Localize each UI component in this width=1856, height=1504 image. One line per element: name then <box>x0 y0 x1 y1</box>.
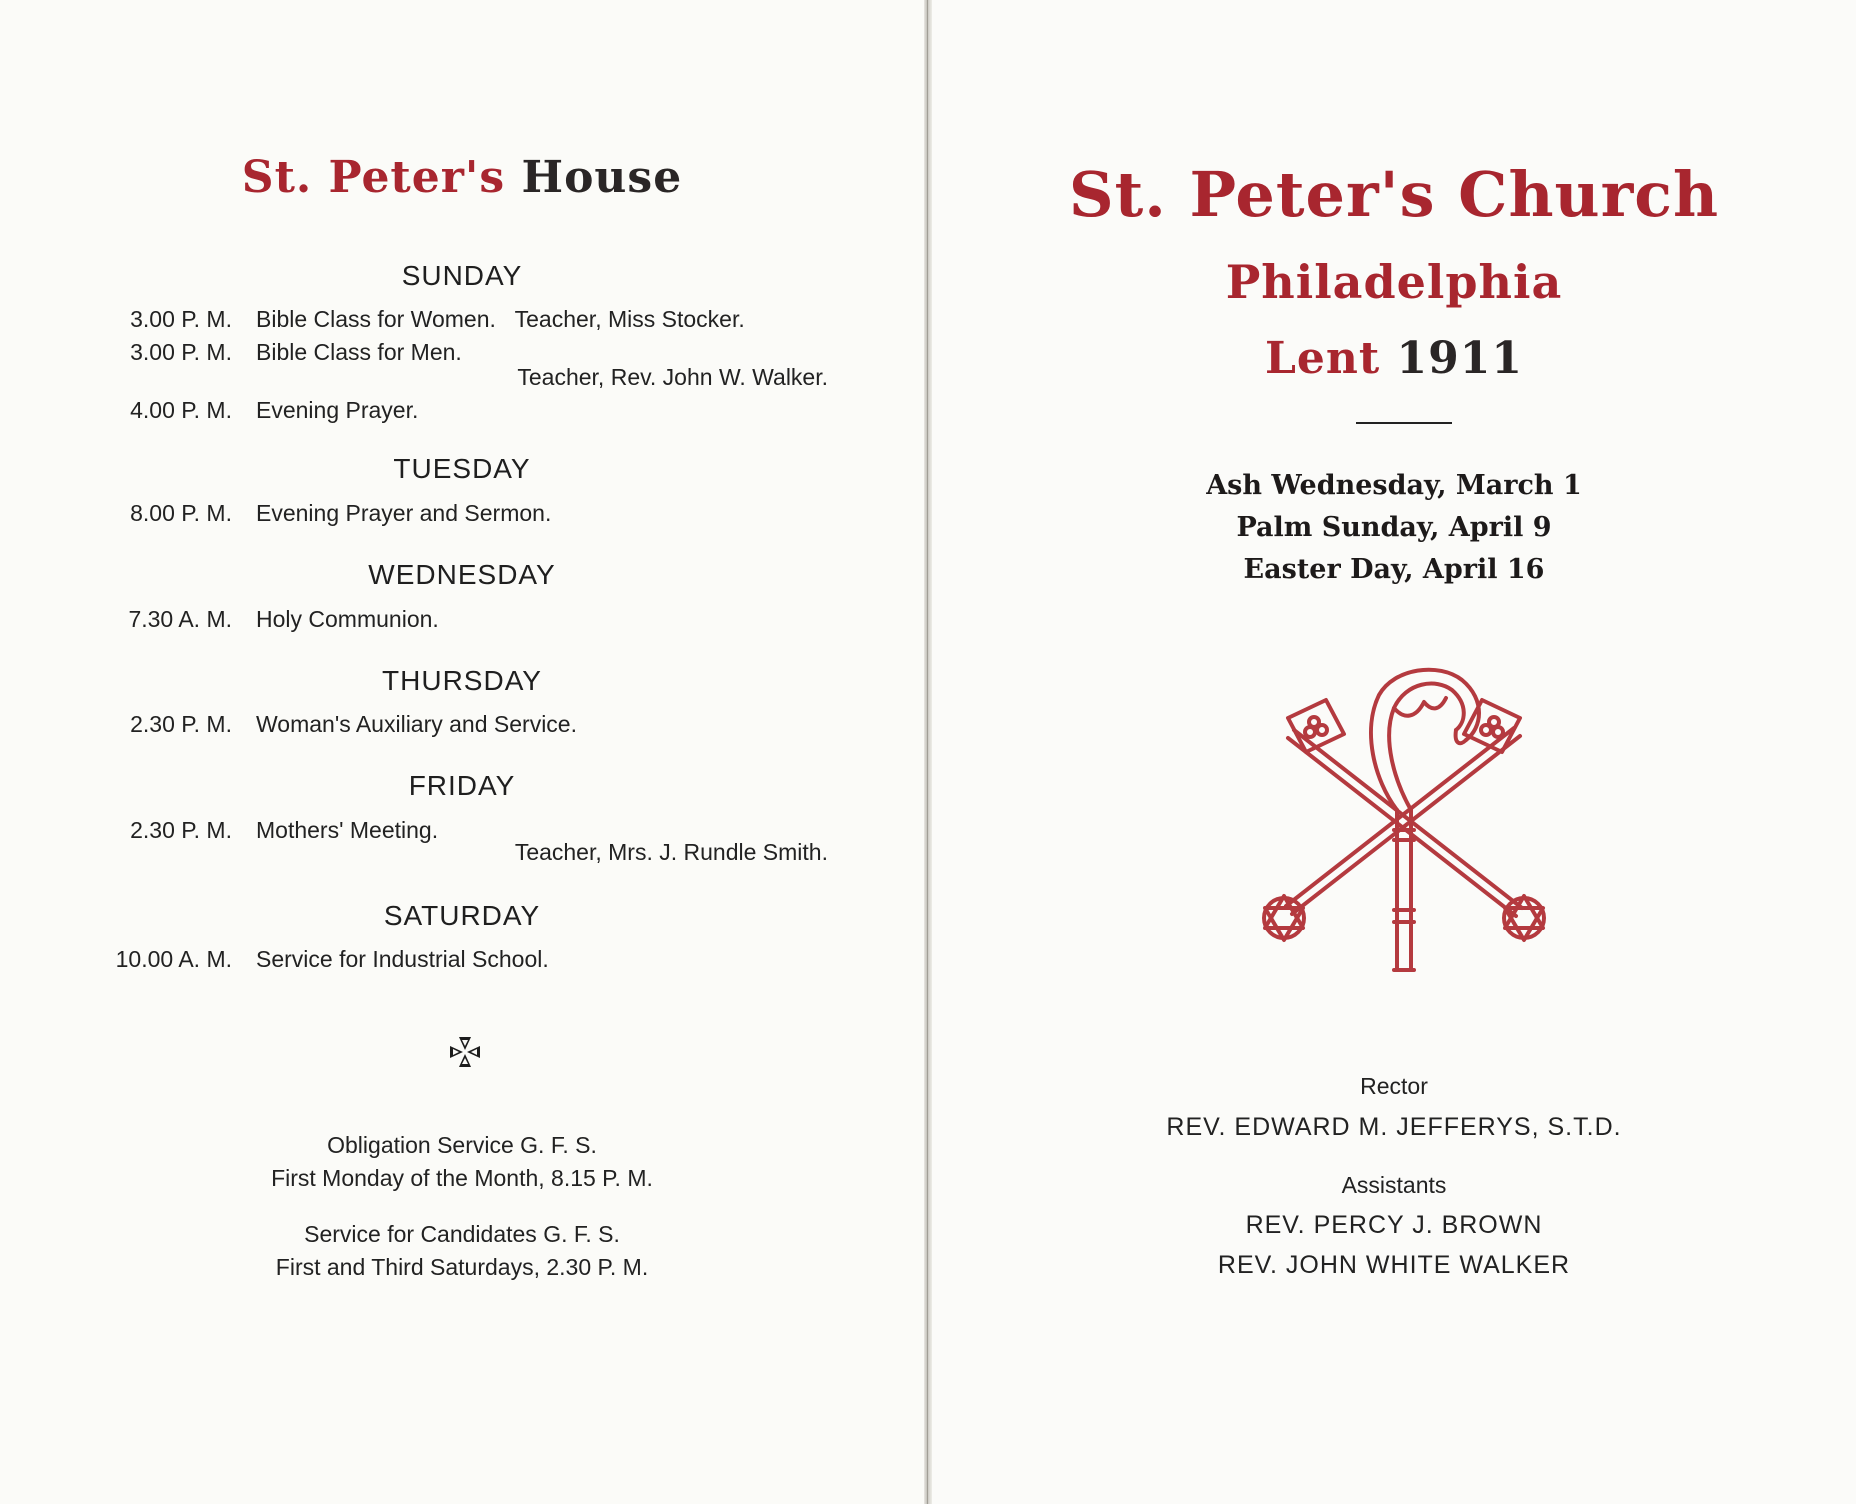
entry-description: Mothers' Meeting. <box>256 817 439 843</box>
entry-time: 3.00 P. M. <box>130 339 232 365</box>
key-dates <box>932 465 1856 591</box>
city-name: Philadelphia <box>1225 255 1563 309</box>
notice-candidates-service <box>0 1218 924 1284</box>
entry-description: Service for Industrial School. <box>256 946 549 972</box>
entry-time: 7.30 A. M. <box>128 606 232 632</box>
church-title-church: Church <box>1458 158 1720 231</box>
church-title-st: St. <box>1068 158 1167 231</box>
entry-description: Woman's Auxiliary and Service. <box>256 711 577 737</box>
date-easter-day: Easter Day, April 16 <box>1243 554 1545 585</box>
entry-time: 4.00 P. M. <box>130 397 232 423</box>
notice-title: Obligation Service G. F. S. <box>327 1132 597 1158</box>
entry-description: Bible Class for Men. <box>256 339 462 365</box>
entry-description: Evening Prayer and Sermon. <box>256 500 552 526</box>
assistant-name: REV. JOHN WHITE WALKER <box>1217 1251 1571 1279</box>
entry-time: 8.00 P. M. <box>130 500 232 526</box>
entry-teacher: Teacher, Rev. John W. Walker. <box>517 364 828 390</box>
left-page <box>0 0 924 1504</box>
season-word: Lent <box>1264 333 1381 384</box>
day-heading-saturday: SATURDAY <box>383 900 541 931</box>
entry-teacher: Teacher, Mrs. J. Rundle Smith. <box>514 839 828 865</box>
rector-label: Rector <box>1360 1073 1428 1099</box>
entry-description: Evening Prayer. <box>256 397 419 423</box>
season-title <box>932 333 1856 384</box>
notice-title: Service for Candidates G. F. S. <box>304 1221 620 1247</box>
right-page <box>932 0 1856 1504</box>
entry-time: 2.30 P. M. <box>130 711 232 737</box>
day-heading-tuesday: TUESDAY <box>393 453 531 484</box>
notice-obligation-service <box>0 1129 924 1195</box>
title-divider <box>1356 422 1452 424</box>
church-title-peters: Peter's <box>1189 158 1436 231</box>
page-fold <box>924 0 932 1504</box>
entry-description: Bible Class for Women. Teacher, Miss Stocker. <box>256 306 745 332</box>
rector-name: REV. EDWARD M. JEFFERYS, S.T.D. <box>1166 1113 1622 1141</box>
maltese-cross-icon <box>448 1035 482 1069</box>
entry-description: Holy Communion. <box>256 606 439 632</box>
notice-schedule: First Monday of the Month, 8.15 P. M. <box>271 1165 653 1191</box>
entry-time: 2.30 P. M. <box>130 817 232 843</box>
entry-time: 3.00 P. M. <box>130 306 232 332</box>
entry-time: 10.00 A. M. <box>115 946 232 972</box>
assistants-label: Assistants <box>1341 1172 1447 1198</box>
assistant-name: REV. PERCY J. BROWN <box>1245 1211 1543 1239</box>
season-year: 1911 <box>1396 333 1524 384</box>
date-ash-wednesday: Ash Wednesday, March 1 <box>1206 470 1582 501</box>
day-heading-friday: FRIDAY <box>408 770 516 801</box>
house-title <box>0 152 924 203</box>
house-title-word: House <box>521 152 683 203</box>
church-title <box>932 158 1856 231</box>
date-palm-sunday: Palm Sunday, April 9 <box>1236 512 1552 543</box>
notice-schedule: First and Third Saturdays, 2.30 P. M. <box>275 1254 649 1280</box>
day-heading-wednesday: WEDNESDAY <box>368 559 556 590</box>
house-title-name: St. Peter's <box>241 152 506 203</box>
day-heading-sunday: SUNDAY <box>401 260 523 291</box>
day-heading-thursday: THURSDAY <box>382 665 542 696</box>
crossed-keys-crozier-icon <box>1254 660 1554 980</box>
